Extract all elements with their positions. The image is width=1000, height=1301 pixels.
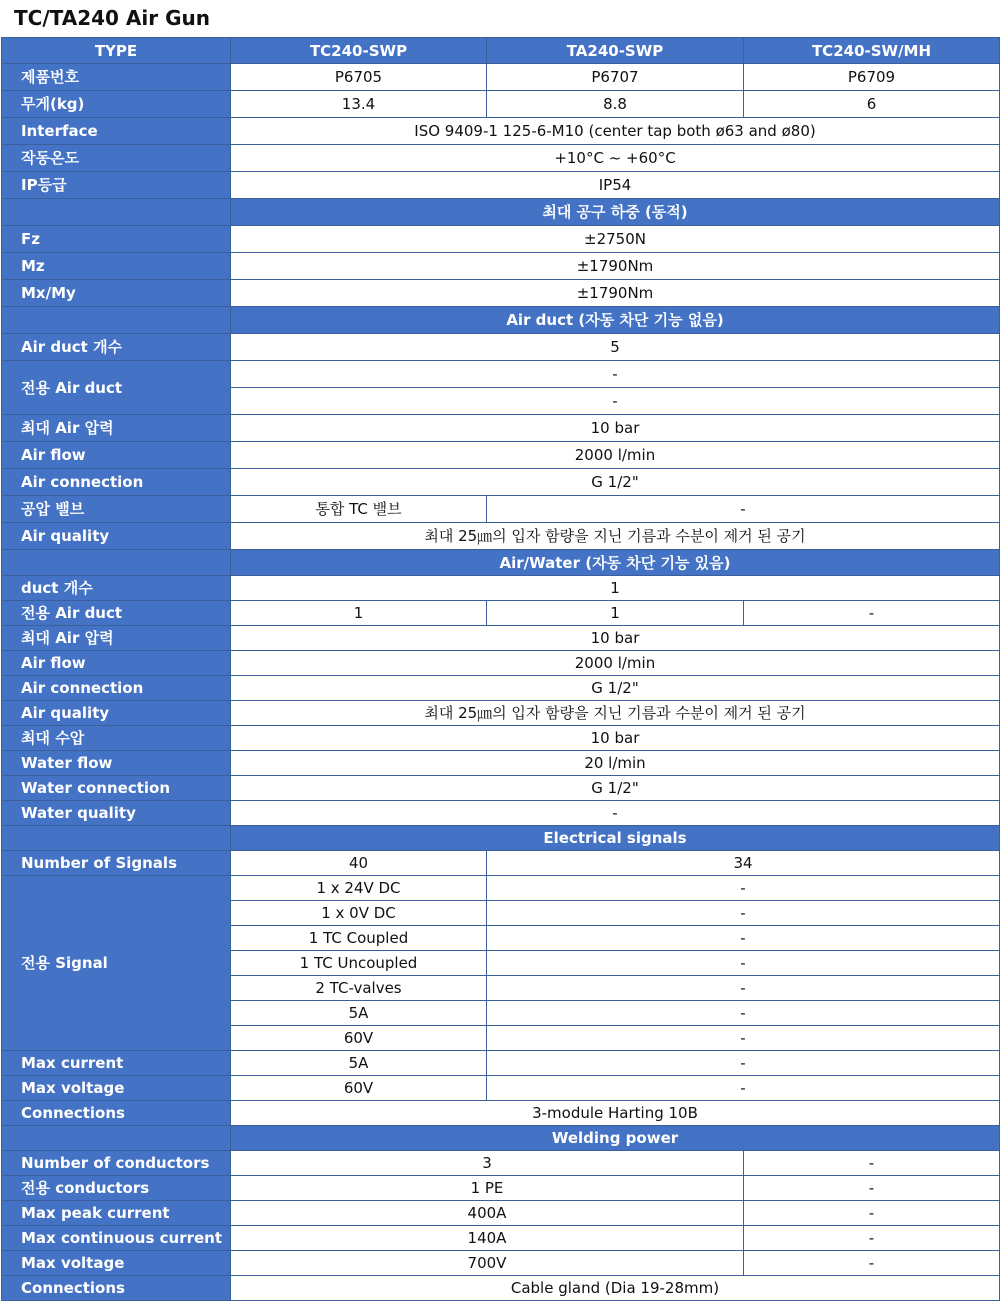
row-label: Max continuous current xyxy=(2,1226,231,1251)
row-label: Max voltage xyxy=(2,1076,231,1101)
cell-value: 40 xyxy=(231,851,487,876)
cell-value: 8.8 xyxy=(487,91,744,118)
row-label xyxy=(2,199,231,226)
cell-value: 최대 25㎛의 입자 함량을 지닌 기름과 수분이 제거 된 공기 xyxy=(231,523,1000,550)
row-label: 제품번호 xyxy=(2,64,231,91)
row-label xyxy=(2,1126,231,1151)
row-label: Connections xyxy=(2,1101,231,1126)
section-row xyxy=(2,826,1000,851)
row-label: 최대 Air 압력 xyxy=(2,415,231,442)
table-row xyxy=(2,651,1000,676)
table-row xyxy=(2,576,1000,601)
cell-value: 1 TC Coupled xyxy=(231,926,487,951)
cell-value: - xyxy=(487,951,1000,976)
cell-value: 700V xyxy=(231,1251,744,1276)
table-row xyxy=(2,1201,1000,1226)
table-row xyxy=(2,726,1000,751)
section-row xyxy=(2,550,1000,576)
row-label xyxy=(2,307,231,334)
table-row xyxy=(2,701,1000,726)
cell-value: - xyxy=(744,1226,1000,1251)
cell-value: G 1/2" xyxy=(231,776,1000,801)
table-row xyxy=(2,876,1000,901)
row-label: Water quality xyxy=(2,801,231,826)
cell-value: - xyxy=(487,1001,1000,1026)
table-row xyxy=(2,801,1000,826)
table-row xyxy=(2,64,1000,91)
table-row xyxy=(2,1151,1000,1176)
cell-value: - xyxy=(487,496,1000,523)
cell-value: - xyxy=(744,1251,1000,1276)
cell-value: +10°C ~ +60°C xyxy=(231,145,1000,172)
cell-value: - xyxy=(487,1051,1000,1076)
section-row xyxy=(2,199,1000,226)
table-row xyxy=(2,1276,1000,1301)
row-label: Air connection xyxy=(2,676,231,701)
cell-value: 5A xyxy=(231,1051,487,1076)
table-row xyxy=(2,1076,1000,1101)
cell-value: IP54 xyxy=(231,172,1000,199)
table-row xyxy=(2,496,1000,523)
row-label: 전용 Air duct xyxy=(2,601,231,626)
row-label: 최대 Air 압력 xyxy=(2,626,231,651)
table-row xyxy=(2,253,1000,280)
row-label: 작동온도 xyxy=(2,145,231,172)
row-label: 전용 Air duct xyxy=(2,361,231,415)
cell-value: 140A xyxy=(231,1226,744,1251)
table-row xyxy=(2,851,1000,876)
section-header: 최대 공구 하중 (동적) xyxy=(231,199,1000,226)
cell-value: G 1/2" xyxy=(231,469,1000,496)
cell-value: - xyxy=(487,976,1000,1001)
row-label: Air flow xyxy=(2,442,231,469)
table-row xyxy=(2,415,1000,442)
row-label: Air connection xyxy=(2,469,231,496)
section-row xyxy=(2,307,1000,334)
cell-value: 1 xyxy=(231,576,1000,601)
section-row xyxy=(2,1126,1000,1151)
cell-value: 1 x 0V DC xyxy=(231,901,487,926)
row-label: Air quality xyxy=(2,701,231,726)
section-header: Air duct (자동 차단 기능 없음) xyxy=(231,307,1000,334)
cell-value: 13.4 xyxy=(231,91,487,118)
model-header: TC240-SW/MH xyxy=(744,38,1000,64)
section-header: Air/Water (자동 차단 기능 있음) xyxy=(231,550,1000,576)
cell-value: 10 bar xyxy=(231,415,1000,442)
table-row xyxy=(2,626,1000,651)
section-header: Welding power xyxy=(231,1126,1000,1151)
cell-value: 60V xyxy=(231,1076,487,1101)
row-label: Interface xyxy=(2,118,231,145)
table-row xyxy=(2,118,1000,145)
cell-value: 10 bar xyxy=(231,626,1000,651)
table-row xyxy=(2,280,1000,307)
table-row xyxy=(2,361,1000,388)
cell-value: 6 xyxy=(744,91,1000,118)
cell-value: ±2750N xyxy=(231,226,1000,253)
table-row xyxy=(2,38,1000,64)
cell-value: 통합 TC 밸브 xyxy=(231,496,487,523)
table-row xyxy=(2,226,1000,253)
table-row xyxy=(2,172,1000,199)
table-row xyxy=(2,469,1000,496)
cell-value: 1 PE xyxy=(231,1176,744,1201)
cell-value: 2 TC-valves xyxy=(231,976,487,1001)
cell-value: - xyxy=(487,926,1000,951)
model-header: TA240-SWP xyxy=(487,38,744,64)
cell-value: - xyxy=(231,388,1000,415)
cell-value: - xyxy=(744,601,1000,626)
table-row xyxy=(2,91,1000,118)
cell-value: ISO 9409-1 125-6-M10 (center tap both ø63 and ø80) xyxy=(231,118,1000,145)
table-row xyxy=(2,1226,1000,1251)
row-label: Fz xyxy=(2,226,231,253)
type-header: TYPE xyxy=(2,38,231,64)
cell-value: - xyxy=(487,1026,1000,1051)
section-header: Electrical signals xyxy=(231,826,1000,851)
row-label: Air flow xyxy=(2,651,231,676)
cell-value: 최대 25㎛의 입자 함량을 지닌 기름과 수분이 제거 된 공기 xyxy=(231,701,1000,726)
cell-value: - xyxy=(231,801,1000,826)
cell-value: 34 xyxy=(487,851,1000,876)
cell-value: - xyxy=(744,1151,1000,1176)
cell-value: 1 xyxy=(487,601,744,626)
row-label: Water connection xyxy=(2,776,231,801)
cell-value: 3-module Harting 10B xyxy=(231,1101,1000,1126)
cell-value: 60V xyxy=(231,1026,487,1051)
cell-value: 400A xyxy=(231,1201,744,1226)
cell-value: 20 l/min xyxy=(231,751,1000,776)
cell-value: P6707 xyxy=(487,64,744,91)
table-row xyxy=(2,334,1000,361)
row-label: Water flow xyxy=(2,751,231,776)
row-label: Air duct 개수 xyxy=(2,334,231,361)
table-row xyxy=(2,751,1000,776)
table-row xyxy=(2,601,1000,626)
cell-value: 5A xyxy=(231,1001,487,1026)
table-row xyxy=(2,776,1000,801)
cell-value: - xyxy=(487,1076,1000,1101)
table-row xyxy=(2,1051,1000,1076)
table-row xyxy=(2,676,1000,701)
row-label: Mz xyxy=(2,253,231,280)
cell-value: 2000 l/min xyxy=(231,651,1000,676)
cell-value: 1 TC Uncoupled xyxy=(231,951,487,976)
row-label: Max peak current xyxy=(2,1201,231,1226)
table-row xyxy=(2,442,1000,469)
row-label: Mx/My xyxy=(2,280,231,307)
cell-value: 1 xyxy=(231,601,487,626)
row-label: Connections xyxy=(2,1276,231,1301)
table-row xyxy=(2,1176,1000,1201)
cell-value: ±1790Nm xyxy=(231,253,1000,280)
cell-value: - xyxy=(487,901,1000,926)
row-label: 무게(kg) xyxy=(2,91,231,118)
cell-value: - xyxy=(231,361,1000,388)
row-label: duct 개수 xyxy=(2,576,231,601)
cell-value: 3 xyxy=(231,1151,744,1176)
cell-value: P6705 xyxy=(231,64,487,91)
cell-value: Cable gland (Dia 19-28mm) xyxy=(231,1276,1000,1301)
row-label xyxy=(2,550,231,576)
row-label: IP등급 xyxy=(2,172,231,199)
spec-table xyxy=(1,37,1000,1301)
cell-value: P6709 xyxy=(744,64,1000,91)
cell-value: - xyxy=(744,1201,1000,1226)
row-label: 최대 수압 xyxy=(2,726,231,751)
row-label: Air quality xyxy=(2,523,231,550)
cell-value: 2000 l/min xyxy=(231,442,1000,469)
table-row xyxy=(2,1251,1000,1276)
cell-value: 5 xyxy=(231,334,1000,361)
table-row xyxy=(2,1101,1000,1126)
table-row xyxy=(2,145,1000,172)
cell-value: - xyxy=(487,876,1000,901)
cell-value: - xyxy=(744,1176,1000,1201)
cell-value: G 1/2" xyxy=(231,676,1000,701)
model-header: TC240-SWP xyxy=(231,38,487,64)
cell-value: 1 x 24V DC xyxy=(231,876,487,901)
row-label: Number of Signals xyxy=(2,851,231,876)
cell-value: 10 bar xyxy=(231,726,1000,751)
row-label: Number of conductors xyxy=(2,1151,231,1176)
row-label: 전용 conductors xyxy=(2,1176,231,1201)
row-label xyxy=(2,826,231,851)
table-row xyxy=(2,523,1000,550)
row-label: Max current xyxy=(2,1051,231,1076)
row-label: 공압 밸브 xyxy=(2,496,231,523)
row-label: 전용 Signal xyxy=(2,876,231,1051)
page-title: TC/TA240 Air Gun xyxy=(14,6,210,30)
row-label: Max voltage xyxy=(2,1251,231,1276)
cell-value: ±1790Nm xyxy=(231,280,1000,307)
